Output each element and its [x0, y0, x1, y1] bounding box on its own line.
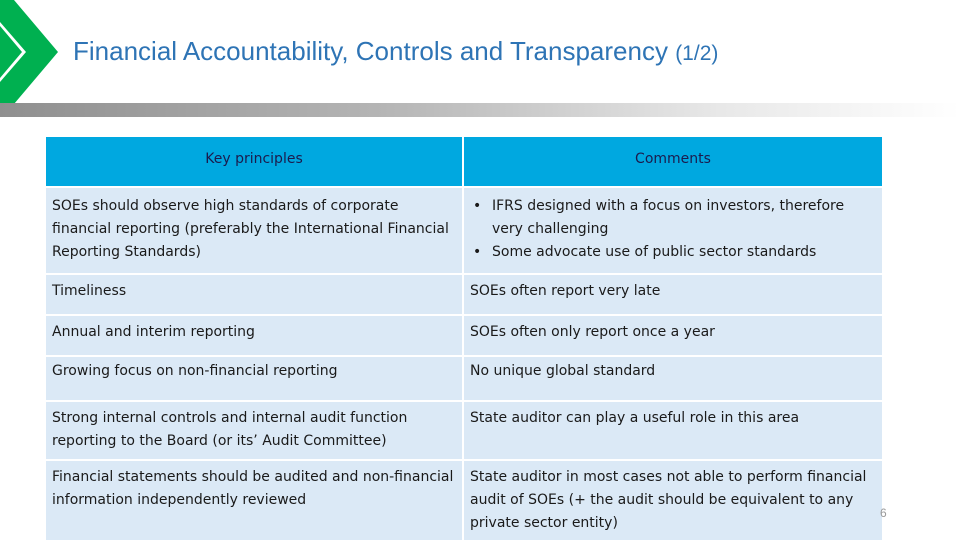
table-header-row: [45, 136, 883, 187]
table-row: [45, 315, 883, 356]
comment-cell: SOEs often only report once a year: [463, 315, 883, 356]
table-row: [45, 187, 883, 274]
table-row: [45, 460, 883, 540]
table-row: [45, 401, 883, 460]
comment-bullet-list: [470, 195, 876, 264]
comment-cell: SOEs often report very late: [463, 274, 883, 315]
principle-cell: Growing focus on non-financial reporting: [45, 356, 463, 401]
principle-cell: Strong internal controls and internal audit function reporting to the Board (or its’ Audit Committee): [45, 401, 463, 460]
principle-cell: Financial statements should be audited and non-financial information independently reviewed: [45, 460, 463, 540]
column-header-comments: Comments: [463, 136, 883, 187]
page-title-part: (1/2): [675, 42, 719, 65]
comment-bullet: • Some advocate use of public sector standards: [470, 241, 876, 264]
comment-bullet: • IFRS designed with a focus on investors, therefore very challenging: [470, 195, 876, 241]
column-header-key-principles: Key principles: [45, 136, 463, 187]
comment-cell: State auditor can play a useful role in this area: [463, 401, 883, 460]
principles-table: [44, 135, 884, 540]
green-chevron-logo-icon: [0, 0, 60, 104]
table-row: [45, 356, 883, 401]
page-title-text: Financial Accountability, Controls and Transparency: [73, 36, 668, 66]
comment-cell: No unique global standard: [463, 356, 883, 401]
principle-cell: Annual and interim reporting: [45, 315, 463, 356]
comment-cell: State auditor in most cases not able to perform financial audit of SOEs (+ the audit should be equivalent to any private sector entity): [463, 460, 883, 540]
page-title: [73, 36, 718, 67]
principle-cell: Timeliness: [45, 274, 463, 315]
table-row: [45, 274, 883, 315]
principle-cell: SOEs should observe high standards of corporate financial reporting (preferably the International Financial Reporting Standards): [45, 187, 463, 274]
page-number: 6: [880, 506, 887, 520]
comment-cell: [463, 187, 883, 274]
header-divider: [0, 103, 960, 117]
